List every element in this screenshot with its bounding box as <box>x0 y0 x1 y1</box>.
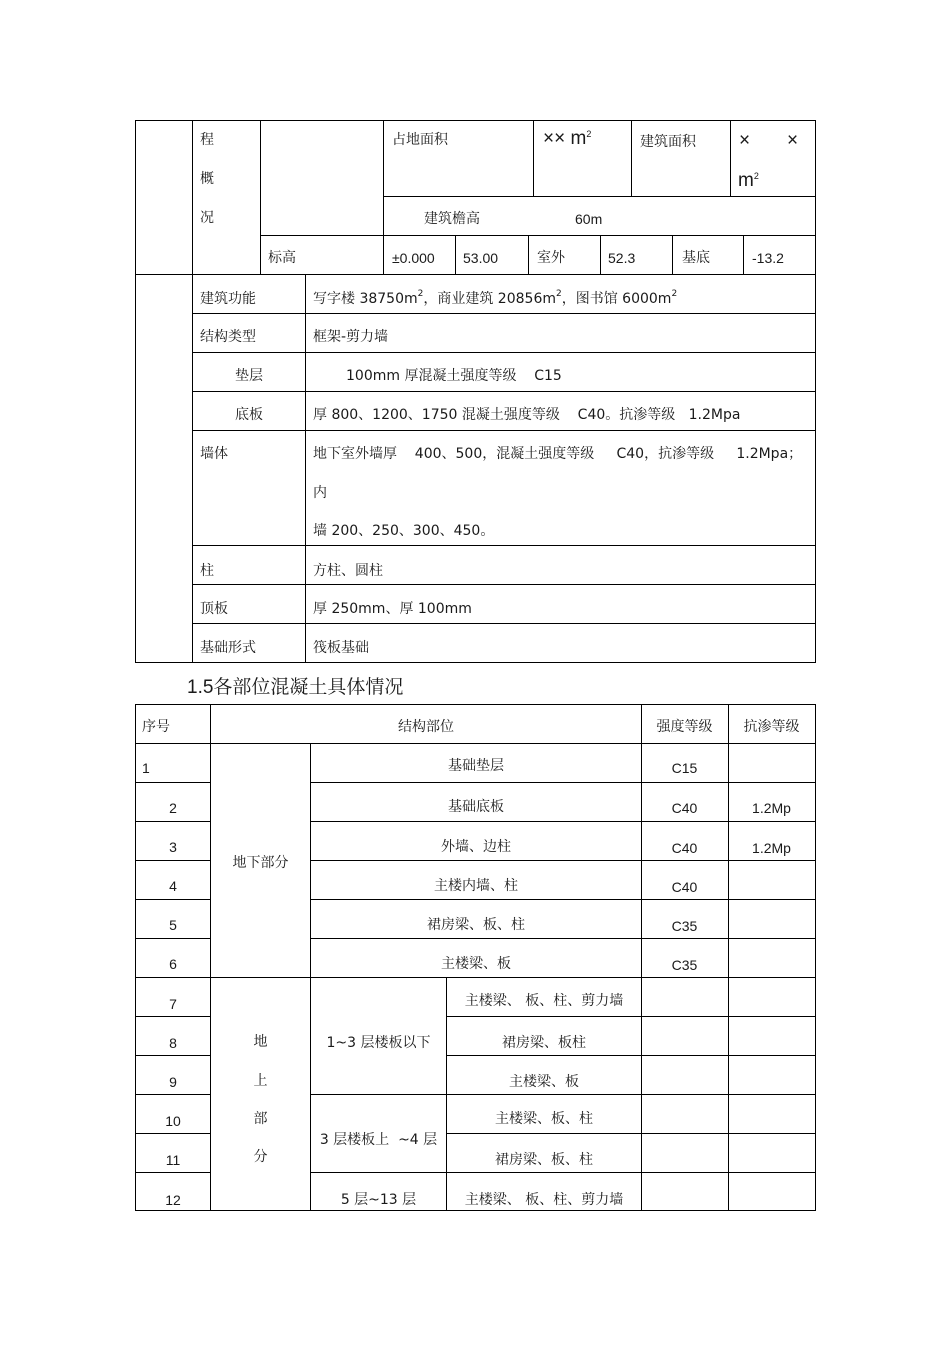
roof-label: 顶板 <box>200 601 228 617</box>
floor-value: 厚 800、1200、1750 混凝土强度等级 C40。抗渗等级 1.2Mpa <box>313 407 741 423</box>
row-no: 9 <box>169 1074 177 1090</box>
row-impermeability: 1.2Mp <box>752 800 791 816</box>
type-label: 结构类型 <box>200 329 256 345</box>
section-heading-text: 各部位混凝土具体情况 <box>213 676 404 698</box>
row-part: 外墙、边柱 <box>441 839 511 855</box>
wall-value-line1: 地下室外墙厚 400、500，混凝土强度等级 C40，抗渗等级 1.2Mpa； <box>313 446 803 462</box>
row-impermeability: 1.2Mp <box>752 840 791 856</box>
row-part: 裙房梁、板柱 <box>502 1035 586 1051</box>
elevation-zero-value: 53.00 <box>463 250 499 266</box>
row-part: 主楼梁、 板、柱、剪力墙 <box>464 1192 624 1208</box>
foundation-value: 筏板基础 <box>313 640 369 656</box>
base-label: 基底 <box>682 250 710 266</box>
foundation-label: 基础形式 <box>200 640 256 656</box>
overview-side-char-3: 况 <box>200 210 214 226</box>
wall-value-line2: 内 <box>313 485 327 501</box>
building-area-label: 建筑面积 <box>640 134 696 150</box>
row-grade: C40 <box>671 800 698 816</box>
row-no: 5 <box>169 917 177 933</box>
aboveground-char-1: 地 <box>253 1034 268 1050</box>
row-no: 7 <box>169 996 177 1012</box>
cushion-value: 100mm 厚混凝土强度等级 C15 <box>346 368 562 384</box>
type-value: 框架-剪力墙 <box>313 329 389 345</box>
base-value: -13.2 <box>752 250 784 266</box>
header-grade: 强度等级 <box>656 719 713 735</box>
row-part: 裙房梁、板、柱 <box>495 1152 593 1168</box>
aboveground-char-2: 上 <box>253 1073 268 1089</box>
row-part: 基础底板 <box>448 799 504 815</box>
row-no: 4 <box>169 878 177 894</box>
row-grade: C40 <box>671 840 698 856</box>
row-part: 主楼梁、板、柱 <box>495 1111 593 1127</box>
row-no: 6 <box>169 956 177 972</box>
floor-label: 底板 <box>235 407 263 423</box>
function-label: 建筑功能 <box>200 291 256 307</box>
elevation-zero: ±0.000 <box>392 250 435 266</box>
section-heading <box>187 675 403 700</box>
row-no: 2 <box>169 800 177 816</box>
elevation-label: 标高 <box>268 250 296 266</box>
overview-side-char-2: 概 <box>200 171 214 187</box>
header-impermeability: 抗渗等级 <box>743 719 800 735</box>
outdoor-label: 室外 <box>537 250 565 266</box>
cushion-label: 垫层 <box>235 368 263 384</box>
row-no: 8 <box>169 1035 177 1051</box>
row-grade: C15 <box>671 760 698 776</box>
group-3-4: 3 层楼板上 ~4 层 <box>319 1132 438 1148</box>
site-area-value: ×× $m^2$ <box>543 128 592 149</box>
site-area-label: 占地面积 <box>392 132 448 148</box>
eave-height-value: 60m <box>575 211 603 227</box>
group-5-13: 5 层~13 层 <box>340 1192 417 1208</box>
underground-label: 地下部分 <box>232 855 289 871</box>
building-area-x1: × <box>739 130 751 151</box>
building-area-x2: × <box>787 130 799 151</box>
row-part: 主楼梁、 板、柱、剪力墙 <box>464 993 624 1009</box>
row-no: 1 <box>142 760 150 776</box>
outdoor-value: 52.3 <box>608 250 636 266</box>
row-part: 主楼内墙、柱 <box>434 878 518 894</box>
row-no: 10 <box>165 1113 181 1129</box>
column-value: 方柱、圆柱 <box>313 563 383 579</box>
row-grade: C35 <box>671 918 698 934</box>
overview-side-char-1: 程 <box>200 132 214 148</box>
row-part: 主楼梁、板 <box>509 1074 579 1090</box>
row-grade: C40 <box>671 879 698 895</box>
row-no: 11 <box>165 1152 181 1168</box>
section-heading-number: 1.5 <box>187 677 214 698</box>
roof-value: 厚 250mm、厚 100mm <box>313 601 472 617</box>
row-part: 裙房梁、板、柱 <box>427 917 525 933</box>
eave-height-label: 建筑檐高 <box>424 211 480 227</box>
row-part: 基础垫层 <box>448 758 504 774</box>
function-value: 写字楼 $38750m^2$，商业建筑 $20856m^2$，图书馆 $6000m^2$ <box>313 289 678 307</box>
column-label: 柱 <box>200 563 214 579</box>
wall-value-line3: 墙 200、250、300、450。 <box>313 523 495 539</box>
aboveground-char-4: 分 <box>253 1149 268 1165</box>
row-grade: C35 <box>671 957 698 973</box>
wall-label: 墙体 <box>200 446 228 462</box>
aboveground-char-3: 部 <box>253 1111 268 1127</box>
row-part: 主楼梁、板 <box>441 956 511 972</box>
building-area-unit: $m^2$ <box>738 170 759 191</box>
header-part: 结构部位 <box>398 719 454 735</box>
row-no: 12 <box>165 1192 181 1208</box>
group-1-3: 1~3 层楼板以下 <box>326 1035 431 1051</box>
header-no: 序号 <box>142 719 170 735</box>
row-no: 3 <box>169 839 177 855</box>
